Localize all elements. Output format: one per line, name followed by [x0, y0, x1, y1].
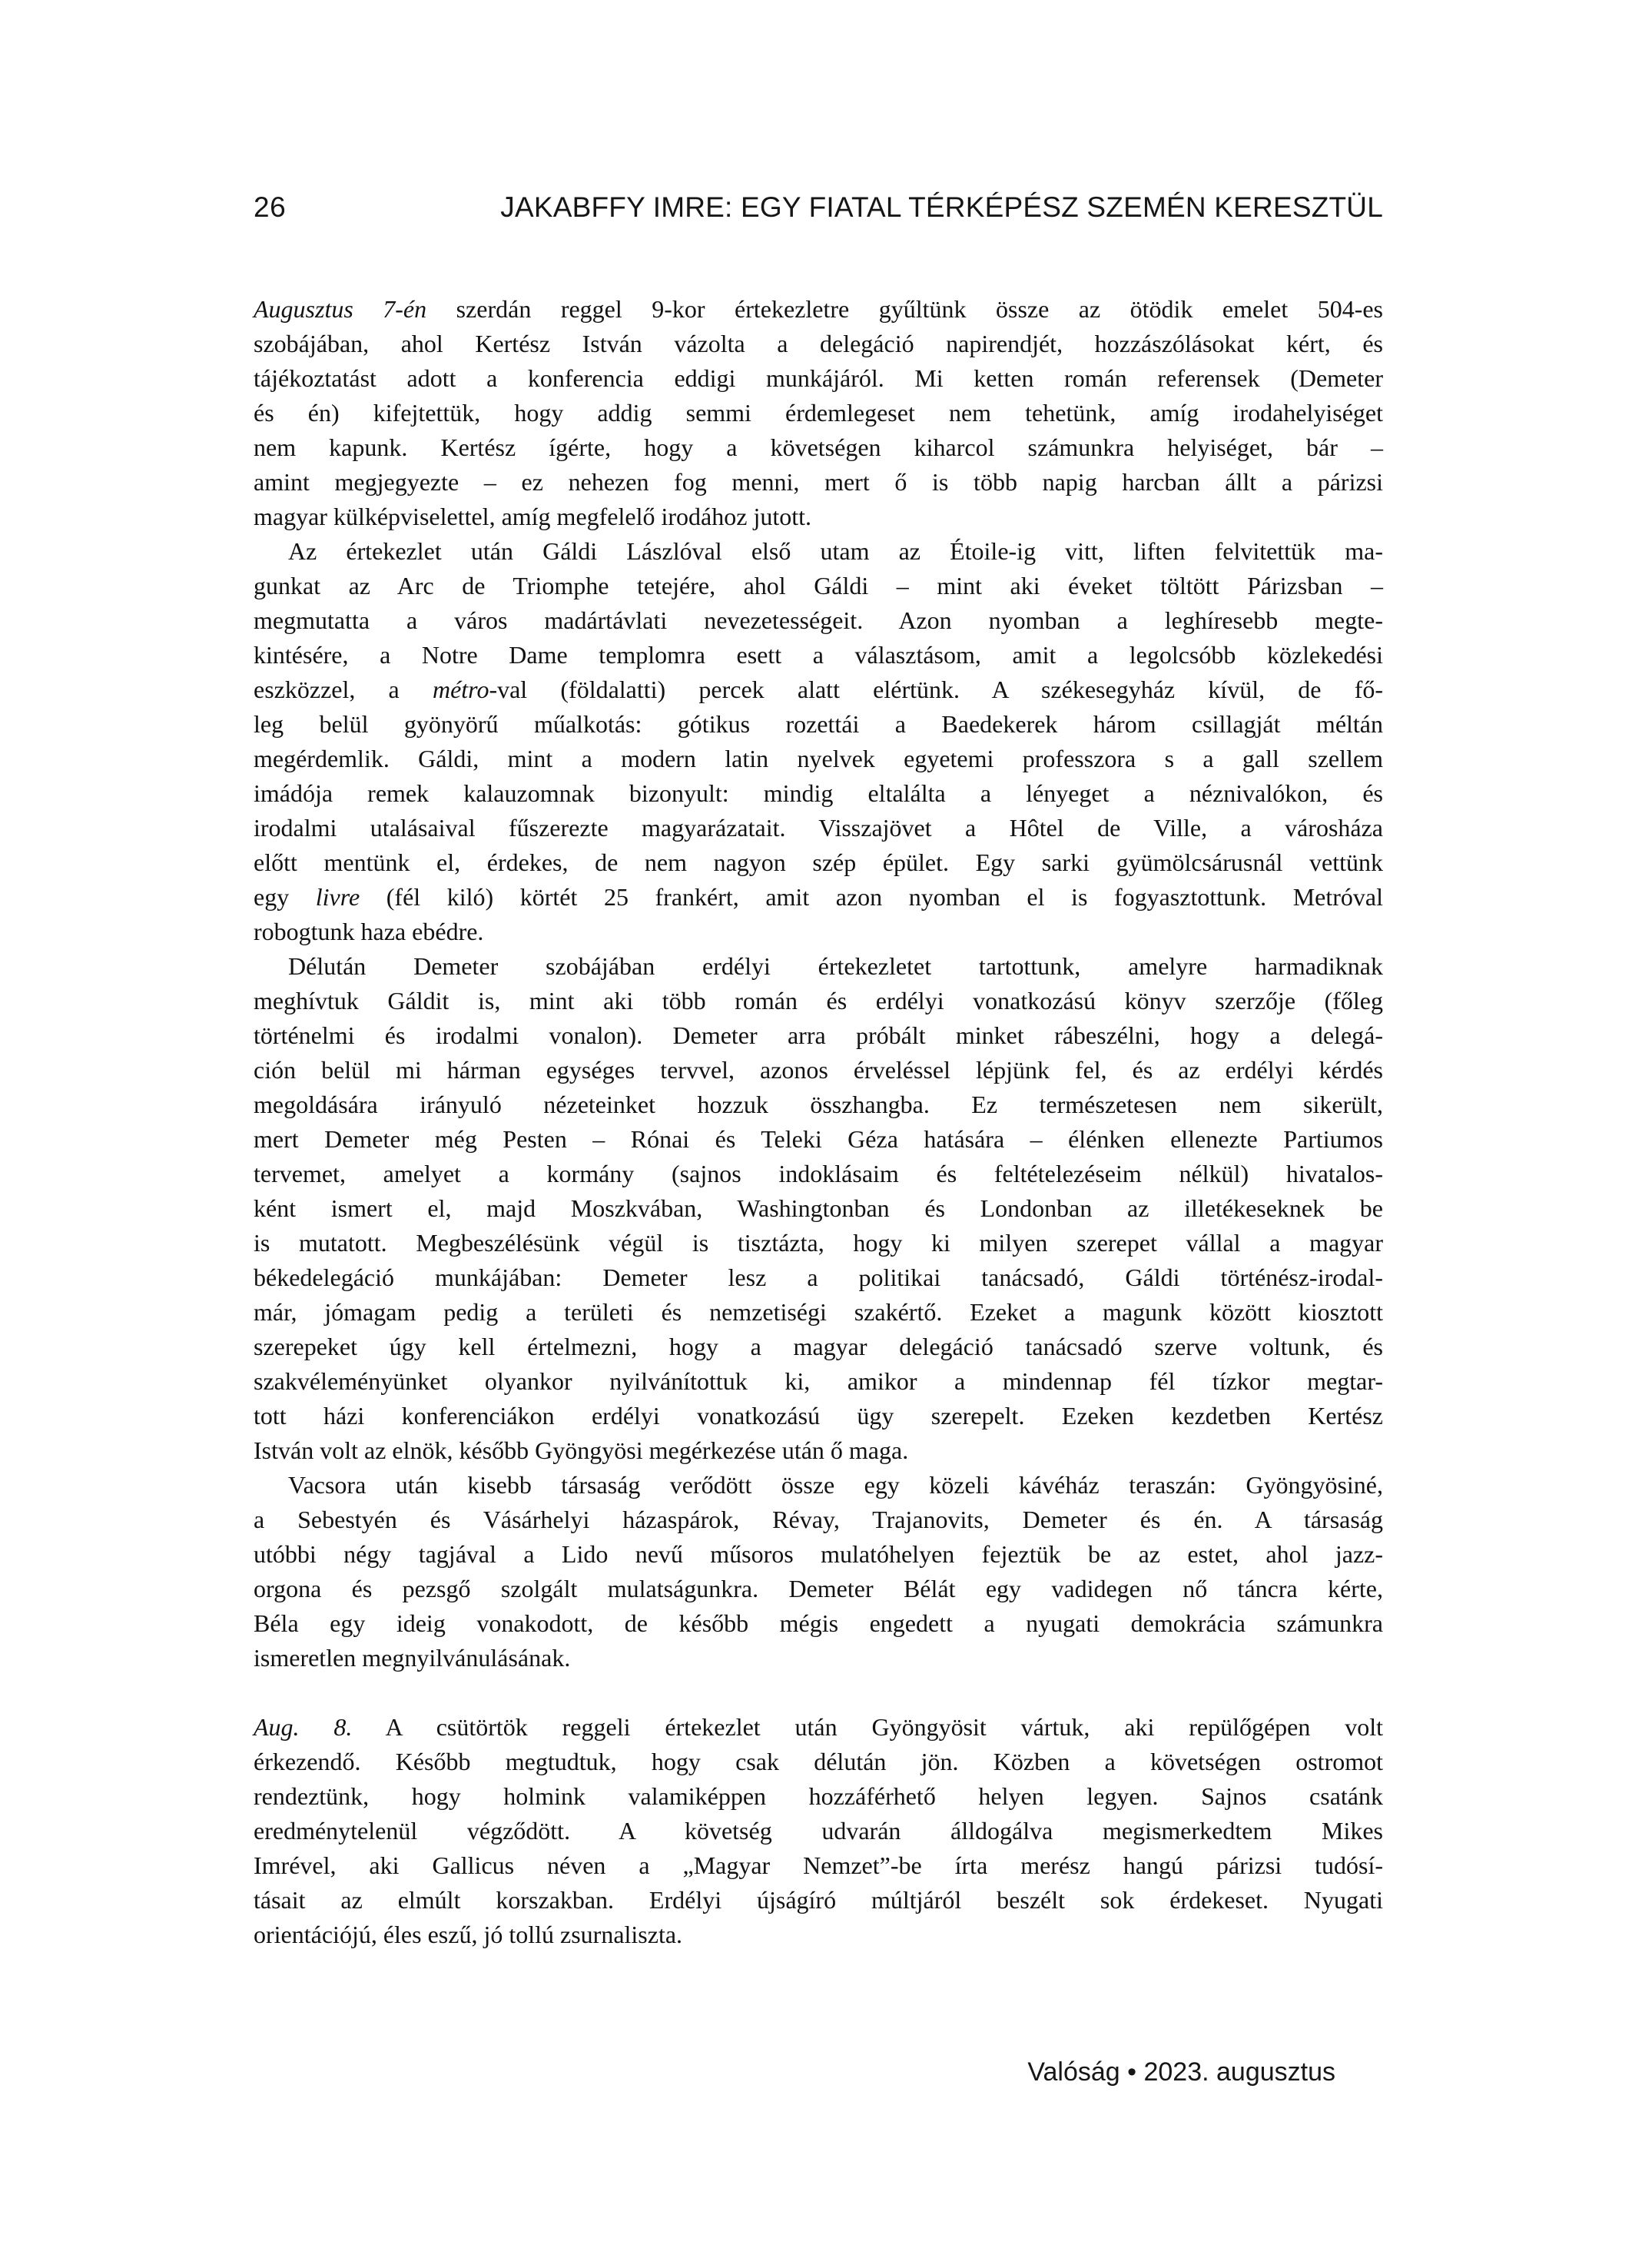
text-line	[254, 1433, 1383, 1468]
text-segment: tájékoztatást adott a konferencia eddigi munkájáról. Mi ketten román referensek (Demeter	[254, 364, 1383, 392]
text-segment: gunkat az Arc de Triomphe tetejére, ahol Gáldi – mint aki éveket töltött Párizsban –	[254, 572, 1383, 599]
text-segment: megmutatta a város madártávlati nevezetességeit. Azon nyomban a leghíresebb megte-	[254, 606, 1383, 634]
text-line	[254, 1918, 1383, 1952]
text-line	[254, 361, 1383, 396]
text-line	[254, 465, 1383, 500]
text-segment: nem kapunk. Kertész ígérte, hogy a követségen kiharcol számunkra helyiséget, bár –	[254, 433, 1383, 461]
paragraph	[254, 534, 1383, 949]
text-line	[254, 1088, 1383, 1122]
text-segment: leg belül gyönyörű műalkotás: gótikus rozettái a Baedekerek három csillagját méltán	[254, 710, 1383, 738]
text-segment: előtt mentünk el, érdekes, de nem nagyon szép épület. Egy sarki gyümölcsárusnál vettünk	[254, 848, 1383, 876]
text-segment: Vacsora után kisebb társaság verődött össze egy közeli kávéház teraszán: Gyöngyösiné,	[288, 1471, 1383, 1499]
text-segment: -val (földalatti) percek alatt elértünk. A székesegyház kívül, de fő-	[489, 676, 1384, 703]
text-line	[254, 1503, 1383, 1537]
text-segment: szobájában, ahol Kertész István vázolta a delegáció napirendjét, hozzászólásokat kért, és	[254, 330, 1383, 357]
text-segment: ismeretlen megnyilvánulásának.	[254, 1644, 571, 1672]
text-segment: és én) kifejtettük, hogy addig semmi érdemlegeset nem tehetünk, amíg irodahelyiséget	[254, 399, 1383, 427]
text-segment: amint megjegyezte – ez nehezen fog menni, mert ő is több napig harcban állt a párizsi	[254, 468, 1383, 496]
text-line	[254, 1606, 1383, 1641]
paragraph	[254, 949, 1383, 1468]
text-line	[254, 1157, 1383, 1191]
text-segment: Délután Demeter szobájában erdélyi értekezletet tartottunk, amelyre harmadiknak	[288, 952, 1383, 980]
text-line	[254, 292, 1383, 327]
text-line	[254, 949, 1383, 984]
text-segment: (fél kiló) körtét 25 frankért, amit azon nyomban el is fogyasztottunk. Metróval	[360, 883, 1384, 911]
text-line	[254, 1641, 1383, 1675]
text-segment: A csütörtök reggeli értekezlet után Gyöngyösit vártuk, aki repülőgépen volt	[352, 1713, 1384, 1741]
text-segment: tervemet, amelyet a kormány (sajnos indoklásaim és feltételezéseim nélkül) hivatalos-	[254, 1160, 1383, 1187]
text-segment: orgona és pezsgő szolgált mulatságunkra. Demeter Bélát egy vadidegen nő táncra kérte,	[254, 1575, 1383, 1602]
text-segment: egy	[254, 883, 316, 911]
text-line	[254, 1260, 1383, 1295]
text-line	[254, 396, 1383, 430]
text-line	[254, 811, 1383, 845]
text-segment: Béla egy ideig vonakodott, de később mégis engedett a nyugati demokrácia számunkra	[254, 1609, 1383, 1637]
text-line	[254, 1364, 1383, 1399]
text-line	[254, 1226, 1383, 1260]
italic-text-segment: Augusztus 7-én	[254, 295, 427, 323]
text-line	[254, 1295, 1383, 1330]
text-segment: orientációjú, éles eszű, jó tollú zsurnaliszta.	[254, 1921, 683, 1948]
text-segment: a Sebestyén és Vásárhelyi házaspárok, Révay, Trajanovits, Demeter és én. A társaság	[254, 1506, 1383, 1533]
text-line	[254, 880, 1383, 915]
text-segment: érkezendő. Később megtudtuk, hogy csak délután jön. Közben a követségen ostromot	[254, 1748, 1383, 1775]
text-line	[254, 569, 1383, 603]
text-segment: ként ismert el, majd Moszkvában, Washingtonban és Londonban az illetékeseknek be	[254, 1194, 1383, 1222]
italic-text-segment: Aug. 8.	[254, 1713, 353, 1741]
text-line	[254, 742, 1383, 776]
text-segment: magyar külképviselettel, amíg megfelelő irodához jutott.	[254, 503, 811, 530]
text-line	[254, 430, 1383, 465]
text-line	[254, 327, 1383, 361]
page-number: 26	[254, 191, 287, 223]
text-segment: István volt az elnök, később Gyöngyösi megérkezése után ő maga.	[254, 1436, 909, 1464]
running-title: JAKABFFY IMRE: EGY FIATAL TÉRKÉPÉSZ SZEMÉN KERESZTÜL	[500, 191, 1383, 223]
text-line	[254, 534, 1383, 569]
text-line	[254, 1848, 1383, 1883]
text-line	[254, 984, 1383, 1018]
paragraph	[254, 1468, 1383, 1675]
text-segment: eredménytelenül végződött. A követség udvarán álldogálva megismerkedtem Mikes	[254, 1817, 1383, 1845]
text-segment: szerdán reggel 9-kor értekezletre gyűltünk össze az ötödik emelet 504-es	[426, 295, 1384, 323]
text-line	[254, 1399, 1383, 1433]
text-line	[254, 672, 1383, 707]
text-line	[254, 845, 1383, 880]
text-line	[254, 1191, 1383, 1226]
text-line	[254, 915, 1383, 949]
text-line	[254, 1053, 1383, 1088]
text-line	[254, 603, 1383, 638]
page-header	[254, 191, 1383, 224]
text-line	[254, 638, 1383, 672]
page-footer	[254, 2057, 1383, 2087]
text-line	[254, 776, 1383, 811]
text-segment: Imrével, aki Gallicus néven a „Magyar Nemzet”-be írta merész hangú párizsi tudósí-	[254, 1851, 1383, 1879]
text-segment: utóbbi négy tagjával a Lido nevű műsoros mulatóhelyen fejeztük be az estet, ahol jazz-	[254, 1540, 1383, 1568]
text-line	[254, 1330, 1383, 1364]
text-segment: mert Demeter még Pesten – Rónai és Teleki Géza hatására – élénken ellenezte Partiumos	[254, 1125, 1383, 1153]
text-segment: irodalmi utalásaival fűszerezte magyarázatait. Visszajövet a Hôtel de Ville, a városháza	[254, 814, 1383, 842]
text-segment: megérdemlik. Gáldi, mint a modern latin nyelvek egyetemi professzora s a gall szellem	[254, 745, 1383, 772]
text-segment: meghívtuk Gáldit is, mint aki több román és erdélyi vonatkozású könyv szerzője (főleg	[254, 987, 1383, 1014]
text-segment: megoldására irányuló nézeteinket hozzuk összhangba. Ez természetesen nem sikerült,	[254, 1091, 1383, 1118]
text-segment: békedelegáció munkájában: Demeter lesz a politikai tanácsadó, Gáldi történész-irodal-	[254, 1264, 1383, 1291]
text-line	[254, 1745, 1383, 1779]
text-segment: eszközzel, a	[254, 676, 433, 703]
italic-text-segment: métro	[432, 676, 489, 703]
text-segment: rendeztünk, hogy holmink valamiképpen hozzáférhető helyen legyen. Sajnos csatánk	[254, 1782, 1383, 1810]
text-segment: tásait az elmúlt korszakban. Erdélyi újságíró múltjáról beszélt sok érdekeset. Nyugati	[254, 1886, 1383, 1914]
text-segment: imádója remek kalauzomnak bizonyult: mindig eltalálta a lényeget a néznivalókon, és	[254, 779, 1383, 807]
text-segment: ción belül mi hárman egységes tervvel, azonos érveléssel lépjünk fel, és az erdélyi kérdés	[254, 1056, 1383, 1084]
text-line	[254, 1779, 1383, 1814]
text-line	[254, 1814, 1383, 1848]
text-segment: robogtunk haza ebédre.	[254, 918, 484, 945]
text-line	[254, 1468, 1383, 1503]
paragraph	[254, 1710, 1383, 1952]
text-line	[254, 1537, 1383, 1572]
text-segment: szakvéleményünket olyankor nyilvánítottuk ki, amikor a mindennap fél tízkor megtar-	[254, 1367, 1383, 1395]
paragraph	[254, 292, 1383, 534]
text-line	[254, 1122, 1383, 1157]
text-segment: tott házi konferenciákon erdélyi vonatkozású ügy szerepelt. Ezeken kezdetben Kertész	[254, 1402, 1383, 1430]
text-line	[254, 1883, 1383, 1918]
text-line	[254, 1572, 1383, 1606]
italic-text-segment: livre	[315, 883, 360, 911]
text-segment: is mutatott. Megbeszélésünk végül is tisztázta, hogy ki milyen szerepet vállal a magyar	[254, 1229, 1383, 1257]
text-segment: kintésére, a Notre Dame templomra esett a választásom, amit a legolcsóbb közlekedési	[254, 641, 1383, 669]
text-segment: Az értekezlet után Gáldi Lászlóval első utam az Étoile-ig vitt, liften felvitettük ma-	[288, 537, 1383, 565]
text-segment: szerepeket úgy kell értelmezni, hogy a magyar delegáció tanácsadó szerve voltunk, és	[254, 1333, 1383, 1360]
text-line	[254, 707, 1383, 742]
text-segment: történelmi és irodalmi vonalon). Demeter arra próbált minket rábeszélni, hogy a delegá-	[254, 1021, 1383, 1049]
text-segment: már, jómagam pedig a területi és nemzetiségi szakértő. Ezeket a magunk között kiosztott	[254, 1298, 1383, 1326]
text-line	[254, 1710, 1383, 1745]
article-body	[254, 292, 1383, 1952]
text-line	[254, 500, 1383, 534]
text-line	[254, 1018, 1383, 1053]
journal-footer-text: Valóság • 2023. augusztus	[1027, 2057, 1335, 2087]
